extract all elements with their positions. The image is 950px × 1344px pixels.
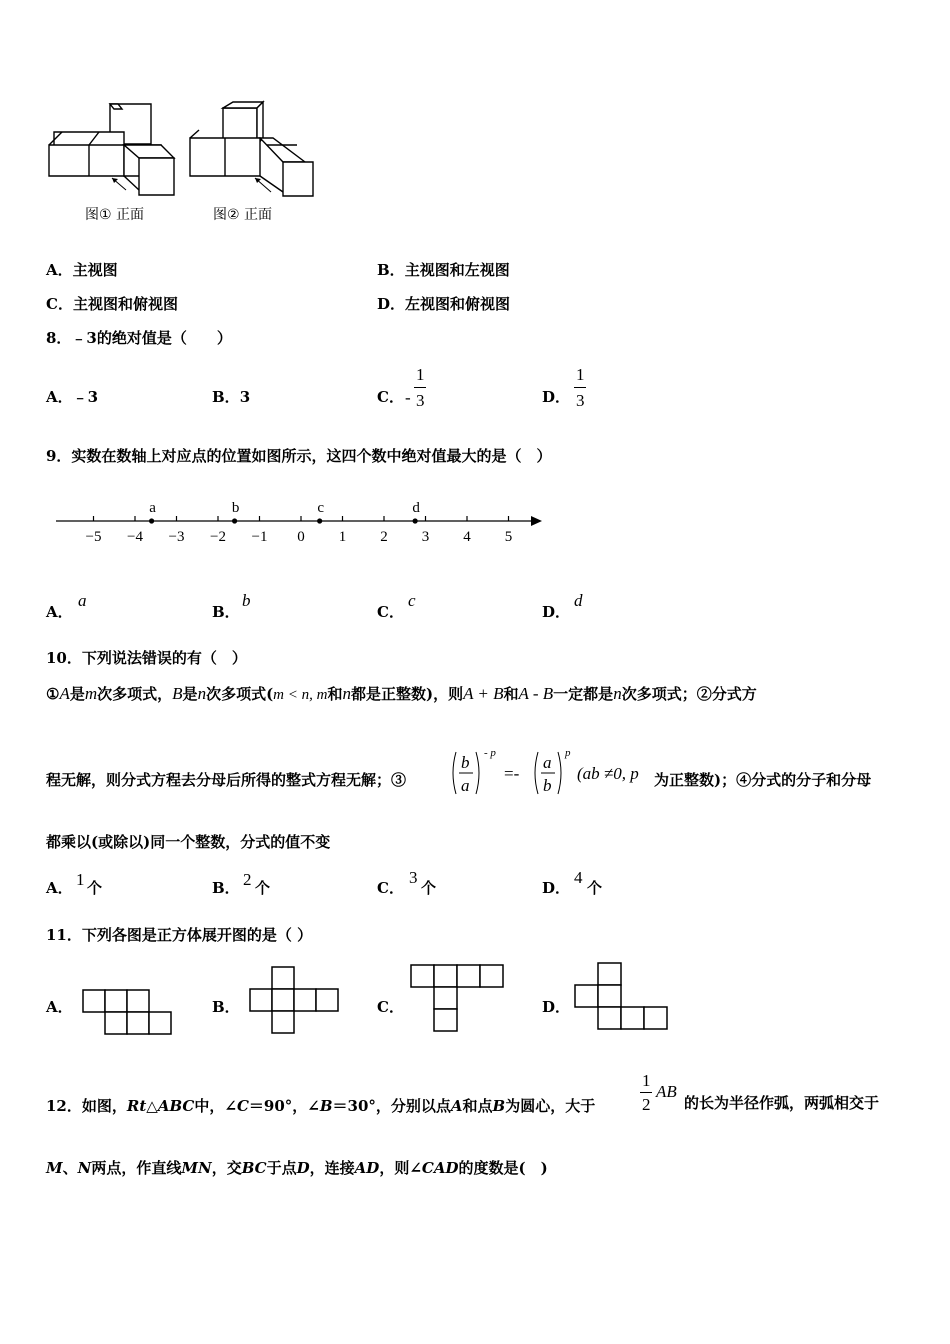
- q10-option-c[interactable]: C．: [377, 879, 404, 897]
- figure-2-caption: 图② 正面: [213, 207, 273, 223]
- q8-option-b[interactable]: B．3: [212, 388, 251, 406]
- axis-tick-label: −1: [251, 529, 268, 545]
- axis-tick-label: 4: [463, 529, 471, 545]
- q10-option-b-num: 2: [243, 870, 252, 889]
- q7-option-d[interactable]: D．左视图和俯视图: [377, 295, 511, 313]
- point-label-b: b: [231, 500, 240, 516]
- q10-option-c-unit: 个: [421, 879, 437, 897]
- q8-option-d[interactable]: D．: [542, 388, 571, 406]
- q10-option-b[interactable]: B．: [212, 879, 240, 897]
- axis-tick-label: 3: [421, 529, 430, 545]
- axis-arrow: [531, 516, 542, 526]
- q9-option-d-var: d: [574, 591, 583, 610]
- q10-frac2-num: a: [543, 753, 552, 772]
- q8-option-c-sign: -: [405, 388, 411, 407]
- point-label-a: a: [149, 500, 156, 516]
- q8-option-d-fraction-bar: [574, 387, 586, 388]
- q10-option-a-unit: 个: [87, 879, 103, 897]
- q9-stem: 9．实数在数轴上对应点的位置如图所示，这四个数中绝对值最大的是（ ）: [46, 447, 552, 465]
- q10-statement-2-text: 程无解，则分式方程去分母后所得的整式方程无解；③: [46, 771, 407, 789]
- point-b: [232, 518, 237, 523]
- q12-half-denominator: 2: [642, 1095, 651, 1114]
- point-label-d: d: [412, 500, 420, 516]
- q11-option-a[interactable]: A．: [46, 998, 73, 1016]
- q8-option-c[interactable]: C．: [377, 388, 404, 406]
- figure-1-caption: 图① 正面: [85, 207, 145, 223]
- q10-exp2: p: [565, 747, 571, 759]
- q9-option-b[interactable]: B．: [212, 603, 240, 621]
- q7-option-b[interactable]: B．主视图和左视图: [377, 261, 510, 279]
- axis-tick-label: −5: [85, 529, 102, 545]
- q7-option-a[interactable]: A．主视图: [46, 261, 118, 279]
- cube-figure-1: [44, 100, 179, 200]
- q8-option-a[interactable]: A．﹣3: [46, 388, 99, 406]
- axis-tick-label: 5: [504, 529, 513, 545]
- q12-ab: AB: [656, 1082, 677, 1101]
- q10-option-b-unit: 个: [255, 879, 271, 897]
- axis-tick-label: −3: [168, 529, 185, 545]
- q11-net-a: [82, 989, 174, 1035]
- q10-option-c-num: 3: [409, 868, 418, 887]
- q8-option-c-numerator: 1: [416, 365, 425, 384]
- point-d: [413, 518, 418, 523]
- q10-option-d[interactable]: D．: [542, 879, 571, 897]
- axis-tick-label: 0: [297, 529, 305, 545]
- q10-formula: [450, 748, 660, 798]
- q12-stem-line-1-end: 的长为半径作弧，两弧相交于: [684, 1094, 880, 1112]
- q10-exp1: - p: [484, 747, 496, 759]
- q10-equals: =-: [504, 764, 520, 783]
- q10-condition: (ab ≠0, p: [577, 764, 639, 783]
- q9-option-b-var: b: [242, 591, 251, 610]
- q10-frac1-num: b: [461, 753, 470, 772]
- q10-option-a-num: 1: [76, 870, 85, 889]
- q9-option-c[interactable]: C．: [377, 603, 404, 621]
- point-a: [149, 518, 154, 523]
- q9-option-a[interactable]: A．: [46, 603, 73, 621]
- q8-option-c-denominator: 3: [416, 391, 425, 410]
- q10-statement-4-cont: 都乘以(或除以)同一个整数，分式的值不变: [46, 833, 331, 851]
- number-line: [50, 495, 550, 550]
- q9-option-d[interactable]: D．: [542, 603, 571, 621]
- cube-figure-2: [185, 100, 320, 200]
- axis-tick-label: 1: [338, 529, 347, 545]
- point-c: [317, 518, 322, 523]
- q9-option-a-var: a: [78, 591, 87, 610]
- axis-tick-label: −4: [127, 529, 143, 545]
- q8-stem: 8．﹣3的绝对值是（ ）: [46, 329, 232, 347]
- q10-option-d-unit: 个: [587, 879, 603, 897]
- axis-tick-label: −2: [210, 529, 226, 545]
- q11-option-c[interactable]: C．: [377, 998, 404, 1016]
- q11-net-c: [410, 964, 504, 1034]
- q11-option-d[interactable]: D．: [542, 998, 571, 1016]
- q9-option-c-var: c: [408, 591, 416, 610]
- q10-frac2-den: b: [543, 776, 552, 795]
- q12-half-fraction-bar: [640, 1092, 652, 1093]
- q10-statement-1: ①A是m次多项式，B是n次多项式(m < n, m和n都是正整数)，则A + B和A - B一定都是n次多项式；②分式方: [46, 684, 757, 703]
- q8-option-d-denominator: 3: [576, 391, 585, 410]
- q12-stem-line-2: M、N两点，作直线MN，交BC于点D，连接AD，则∠CAD的度数是( ): [46, 1159, 548, 1177]
- point-label-c: c: [317, 500, 325, 516]
- q10-option-a[interactable]: A．: [46, 879, 73, 897]
- q10-option-d-num: 4: [574, 868, 583, 887]
- q11-stem: 11．下列各图是正方体展开图的是（ ）: [46, 926, 313, 944]
- q12-stem-line-1: 12．如图，Rt△ABC中，∠C＝90°，∠B＝30°，分别以点A和点B为圆心，大于: [46, 1097, 596, 1115]
- q12-half-numerator: 1: [642, 1071, 651, 1090]
- q11-net-b: [249, 966, 341, 1036]
- q8-option-c-fraction-bar: [414, 387, 426, 388]
- q10-frac1-den: a: [461, 776, 470, 795]
- q11-net-d: [574, 962, 668, 1032]
- q10-stem: 10．下列说法错误的有（ ）: [46, 649, 247, 667]
- axis-tick-label: 2: [380, 529, 388, 545]
- q10-statement-4-text: 为正整数)；④分式的分子和分母: [654, 771, 872, 789]
- q8-option-d-numerator: 1: [576, 365, 585, 384]
- q7-option-c[interactable]: C．主视图和俯视图: [46, 295, 178, 313]
- q11-option-b[interactable]: B．: [212, 998, 240, 1016]
